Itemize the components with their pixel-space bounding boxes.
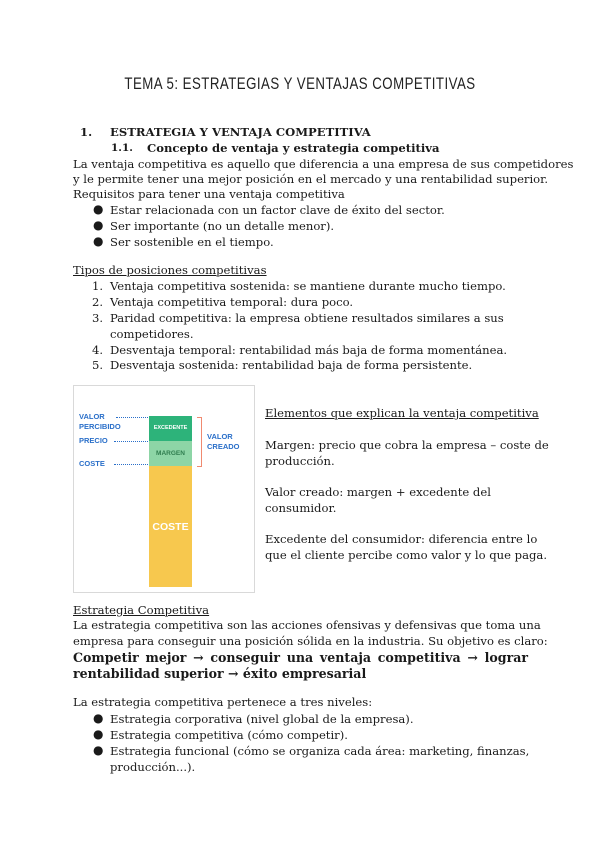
section-number: 1. bbox=[80, 125, 93, 139]
estrategia-line-1: La estrategia competitiva son las acciones ofensivas y defensivas que toma una bbox=[73, 618, 541, 632]
list-item: Estar relacionada con un factor clave de éxito del sector. bbox=[110, 203, 445, 217]
page-title: TEMA 5: ESTRATEGIAS Y VENTAJAS COMPETITIVAS bbox=[124, 74, 476, 93]
precio-label: PRECIO bbox=[79, 436, 108, 445]
excedente-text-2: que el cliente percibe como valor y lo que paga. bbox=[265, 548, 548, 562]
estrategia-bold-2: rentabilidad superior → éxito empresarial bbox=[73, 666, 367, 681]
subsection-number: 1.1. bbox=[111, 142, 133, 154]
valor-percibido-label: VALOR bbox=[79, 412, 105, 421]
list-item: Desventaja sostenida: rentabilidad baja de forma persistente. bbox=[110, 358, 473, 372]
valor-creado-label-2: CREADO bbox=[207, 442, 240, 451]
list-item-continuation: producción...). bbox=[110, 760, 196, 774]
margen-bar bbox=[149, 441, 192, 466]
coste-label: COSTE bbox=[79, 459, 105, 468]
coste-bar-label: COSTE bbox=[152, 521, 189, 533]
section-heading: ESTRATEGIA Y VENTAJA COMPETITIVA bbox=[110, 125, 371, 139]
list-item-continuation: competidores. bbox=[110, 327, 194, 341]
list-number: 2. bbox=[92, 295, 104, 309]
list-number: 4. bbox=[92, 343, 104, 357]
margen-label: MARGEN bbox=[156, 450, 185, 457]
bullet-icon: ● bbox=[93, 743, 104, 757]
niveles-intro: La estrategia competitiva pertenece a tres niveles: bbox=[73, 695, 373, 709]
list-number: 5. bbox=[92, 358, 104, 372]
list-item: Estrategia corporativa (nivel global de la empresa). bbox=[110, 712, 414, 726]
margen-text-1: Margen: precio que cobra la empresa – coste de bbox=[265, 438, 549, 452]
bullet-icon: ● bbox=[93, 218, 104, 232]
list-item: Ser importante (no un detalle menor). bbox=[110, 219, 335, 233]
dotted-line bbox=[116, 417, 148, 418]
list-item: Paridad competitiva: la empresa obtiene resultados similares a sus bbox=[110, 311, 504, 325]
tipos-heading: Tipos de posiciones competitivas bbox=[73, 263, 267, 277]
bullet-icon: ● bbox=[93, 234, 104, 248]
valor-creado-bracket bbox=[197, 417, 202, 467]
bullet-icon: ● bbox=[93, 202, 104, 216]
bullet-icon: ● bbox=[93, 711, 104, 725]
estrategia-bold-1: Competir mejor → conseguir una ventaja competitiva → lograr bbox=[73, 650, 528, 665]
valor-creado-label: VALOR bbox=[207, 432, 233, 441]
elementos-heading: Elementos que explican la ventaja competitiva bbox=[265, 406, 539, 420]
list-number: 3. bbox=[92, 311, 104, 325]
estrategia-heading: Estrategia Competitiva bbox=[73, 603, 210, 617]
list-item: Desventaja temporal: rentabilidad más baja de forma momentánea. bbox=[110, 343, 508, 357]
list-item: Estrategia competitiva (cómo competir). bbox=[110, 728, 348, 742]
bullet-icon: ● bbox=[93, 727, 104, 741]
valor-percibido-label-2: PERCIBIDO bbox=[79, 422, 121, 431]
dotted-line bbox=[114, 441, 148, 442]
coste-bar bbox=[149, 466, 192, 587]
list-number: 1. bbox=[92, 279, 104, 293]
excedente-bar bbox=[149, 416, 192, 441]
valor-text-2: consumidor. bbox=[265, 501, 337, 515]
subsection-heading: Concepto de ventaja y estrategia competitiva bbox=[147, 141, 440, 155]
intro-line-1: La ventaja competitiva es aquello que diferencia a una empresa de sus competidores bbox=[73, 157, 574, 171]
margen-text-2: producción. bbox=[265, 454, 335, 468]
estrategia-line-2: empresa para conseguir una posición sólida en la industria. Su objetivo es claro: bbox=[73, 634, 548, 648]
list-item: Ser sostenible en el tiempo. bbox=[110, 235, 274, 249]
valor-text-1: Valor creado: margen + excedente del bbox=[265, 485, 491, 499]
excedente-label: EXCEDENTE bbox=[153, 425, 188, 431]
dotted-line bbox=[114, 464, 148, 465]
intro-line-2: y le permite tener una mejor posición en el mercado y una rentabilidad superior. bbox=[73, 172, 549, 186]
intro-line-3: Requisitos para tener una ventaja competitiva bbox=[73, 187, 345, 201]
value-diagram bbox=[73, 385, 255, 593]
excedente-text-1: Excedente del consumidor: diferencia entre lo bbox=[265, 532, 538, 546]
list-item: Ventaja competitiva sostenida: se mantiene durante mucho tiempo. bbox=[110, 279, 506, 293]
list-item: Ventaja competitiva temporal: dura poco. bbox=[110, 295, 354, 309]
list-item: Estrategia funcional (cómo se organiza cada área: marketing, finanzas, bbox=[110, 744, 530, 758]
